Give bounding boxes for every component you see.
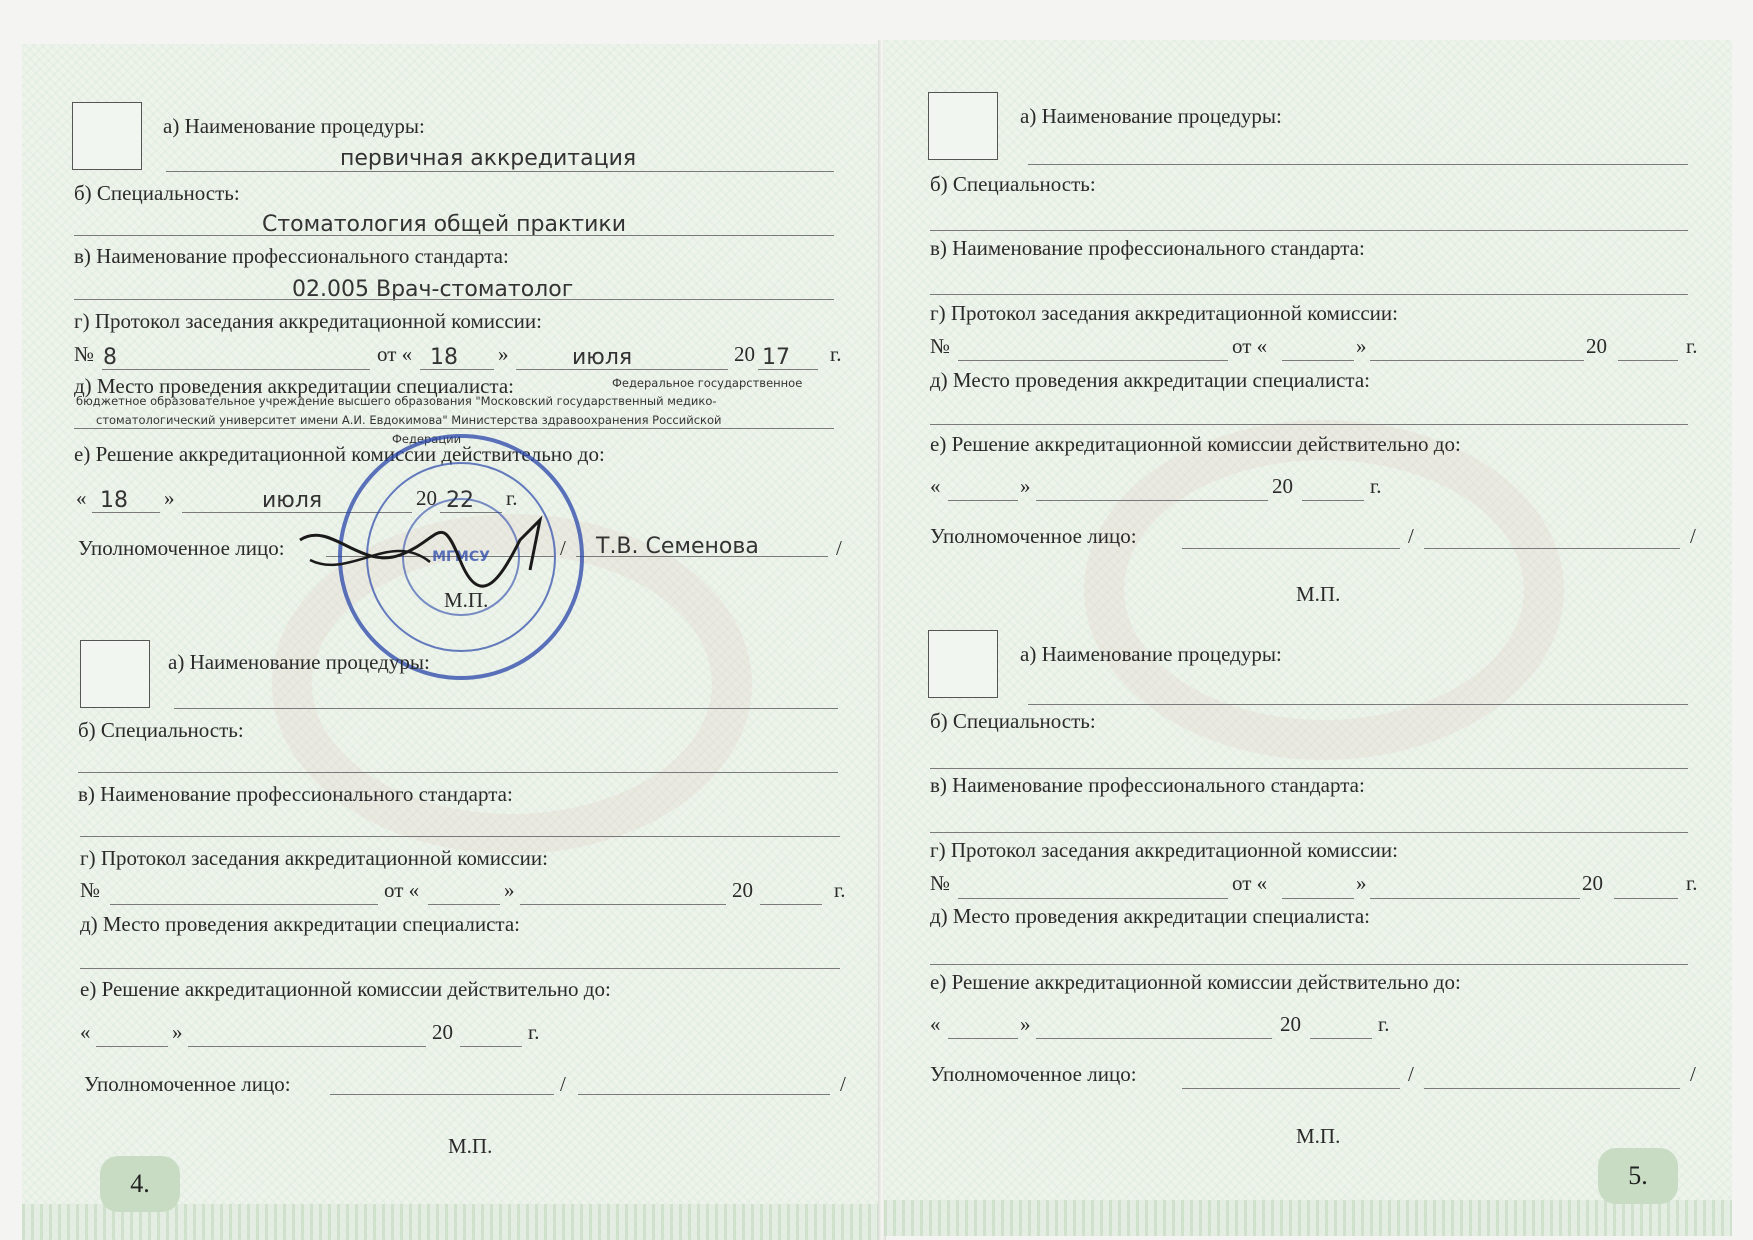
label-twenty: 20 (1272, 474, 1293, 498)
label-slash: / (1690, 524, 1696, 548)
label-quote-close: » (164, 486, 175, 510)
place-line-4: Федерации (392, 432, 462, 446)
protocol-year: 17 (762, 345, 790, 370)
place-line-3: стоматологический университет имени А.И. Евдокимова" Министерства здравоохранения Российской (96, 413, 722, 427)
protocol-month-line[interactable] (1370, 898, 1580, 899)
signature-line[interactable] (1182, 1088, 1400, 1089)
checkbox-4[interactable] (928, 630, 998, 698)
label-valid-until: е) Решение аккредитационной комиссии действительно до: (80, 977, 611, 1001)
label-ot: от « (1232, 871, 1268, 895)
label-ot: от « (377, 342, 413, 366)
page-number-left: 4. (100, 1156, 180, 1212)
label-god: г. (1378, 1012, 1390, 1036)
label-authorized-person: Уполномоченное лицо: (78, 536, 285, 560)
label-god: г. (1686, 871, 1698, 895)
label-procedure: а) Наименование процедуры: (1020, 642, 1282, 666)
label-twenty: 20 (1582, 871, 1603, 895)
protocol-year-line[interactable] (1614, 898, 1678, 899)
label-ot: от « (384, 878, 420, 902)
label-procedure: а) Наименование процедуры: (168, 650, 430, 674)
label-twenty: 20 (432, 1020, 453, 1044)
label-quote-close: » (1356, 871, 1367, 895)
protocol-day-line[interactable] (1282, 898, 1354, 899)
label-stamp-place: М.П. (444, 588, 489, 612)
valid-year: 22 (446, 488, 474, 513)
label-slash: / (560, 1072, 566, 1096)
procedure-value: первичная аккредитация (340, 146, 637, 171)
label-procedure: а) Наименование процедуры: (163, 114, 425, 138)
label-slash: / (840, 1072, 846, 1096)
label-procedure: а) Наименование процедуры: (1020, 104, 1282, 128)
name-line[interactable] (1424, 1088, 1680, 1089)
label-specialty: б) Специальность: (78, 718, 244, 742)
place-line-1: Федеральное государственное (612, 376, 803, 390)
label-twenty: 20 (1280, 1012, 1301, 1036)
label-quote-open: « (76, 486, 87, 510)
standard-line[interactable] (930, 832, 1688, 833)
label-standard: в) Наименование профессионального стандарта: (930, 236, 1365, 260)
label-number: № (80, 878, 101, 902)
label-valid-until: е) Решение аккредитационной комиссии действительно до: (74, 442, 605, 466)
valid-day-line[interactable] (948, 1038, 1018, 1039)
procedure-line[interactable] (1028, 704, 1688, 705)
label-place: д) Место проведения аккредитации специалиста: (930, 904, 1371, 928)
valid-month: июля (262, 488, 323, 513)
label-stamp-place: М.П. (1296, 582, 1341, 606)
label-authorized-person: Уполномоченное лицо: (930, 1062, 1137, 1086)
label-god: г. (506, 486, 518, 510)
label-standard: в) Наименование профессионального стандарта: (930, 773, 1365, 797)
label-slash: / (1408, 1062, 1414, 1086)
specialty-line[interactable] (930, 768, 1688, 769)
page-number-right: 5. (1598, 1148, 1678, 1204)
place-line[interactable] (930, 964, 1688, 965)
valid-month-line[interactable] (1036, 1038, 1272, 1039)
label-ot: от « (1232, 334, 1268, 358)
label-quote-close: » (1020, 474, 1031, 498)
label-quote-close: » (1020, 1012, 1031, 1036)
label-place: д) Место проведения аккредитации специалиста: (74, 374, 515, 398)
label-twenty: 20 (734, 342, 755, 366)
label-god: г. (830, 342, 842, 366)
label-specialty: б) Специальность: (74, 181, 240, 205)
label-god: г. (1370, 474, 1382, 498)
label-standard: в) Наименование профессионального стандарта: (78, 782, 513, 806)
label-twenty: 20 (732, 878, 753, 902)
label-authorized-person: Уполномоченное лицо: (84, 1072, 291, 1096)
label-standard: в) Наименование профессионального стандарта: (74, 244, 509, 268)
label-number: № (930, 871, 951, 895)
label-god: г. (528, 1020, 540, 1044)
label-god: г. (1686, 334, 1698, 358)
label-place: д) Место проведения аккредитации специалиста: (80, 912, 521, 936)
label-number: № (74, 342, 95, 366)
label-slash: / (1690, 1062, 1696, 1086)
label-slash: / (1408, 524, 1414, 548)
label-quote-close: » (172, 1020, 183, 1044)
label-quote-open: « (930, 474, 941, 498)
protocol-month: июля (572, 345, 633, 370)
seal-center-text: МГМСУ (432, 549, 490, 565)
label-specialty: б) Специальность: (930, 172, 1096, 196)
label-specialty: б) Специальность: (930, 709, 1096, 733)
label-valid-until: е) Решение аккредитационной комиссии действительно до: (930, 970, 1461, 994)
label-protocol: г) Протокол заседания аккредитационной комиссии: (80, 846, 548, 870)
protocol-number-line[interactable] (958, 898, 1228, 899)
label-quote-close: » (1356, 334, 1367, 358)
label-quote-close: » (504, 878, 515, 902)
authorized-person-name: Т.В. Семенова (596, 534, 759, 559)
protocol-number: 8 (103, 345, 117, 370)
label-protocol: г) Протокол заседания аккредитационной комиссии: (930, 838, 1398, 862)
label-stamp-place: М.П. (448, 1134, 493, 1158)
label-god: г. (834, 878, 846, 902)
label-place: д) Место проведения аккредитации специалиста: (930, 368, 1371, 392)
standard-value: 02.005 Врач-стоматолог (292, 277, 574, 302)
valid-day: 18 (100, 488, 128, 513)
label-twenty: 20 (1586, 334, 1607, 358)
label-slash: / (836, 536, 842, 560)
label-quote-open: « (930, 1012, 941, 1036)
valid-year-line[interactable] (1310, 1038, 1372, 1039)
label-authorized-person: Уполномоченное лицо: (930, 524, 1137, 548)
protocol-day: 18 (430, 345, 458, 370)
label-quote-open: « (80, 1020, 91, 1044)
label-protocol: г) Протокол заседания аккредитационной комиссии: (74, 309, 542, 333)
label-stamp-place: М.П. (1296, 1124, 1341, 1148)
label-twenty: 20 (416, 486, 437, 510)
label-protocol: г) Протокол заседания аккредитационной комиссии: (930, 301, 1398, 325)
label-quote-close: » (498, 342, 509, 366)
label-valid-until: е) Решение аккредитационной комиссии действительно до: (930, 432, 1461, 456)
label-number: № (930, 334, 951, 358)
label-slash: / (560, 536, 566, 560)
place-line-2: бюджетное образовательное учреждение высшего образования "Московский государственный медико- (76, 394, 717, 408)
specialty-value: Стоматология общей практики (262, 212, 626, 237)
